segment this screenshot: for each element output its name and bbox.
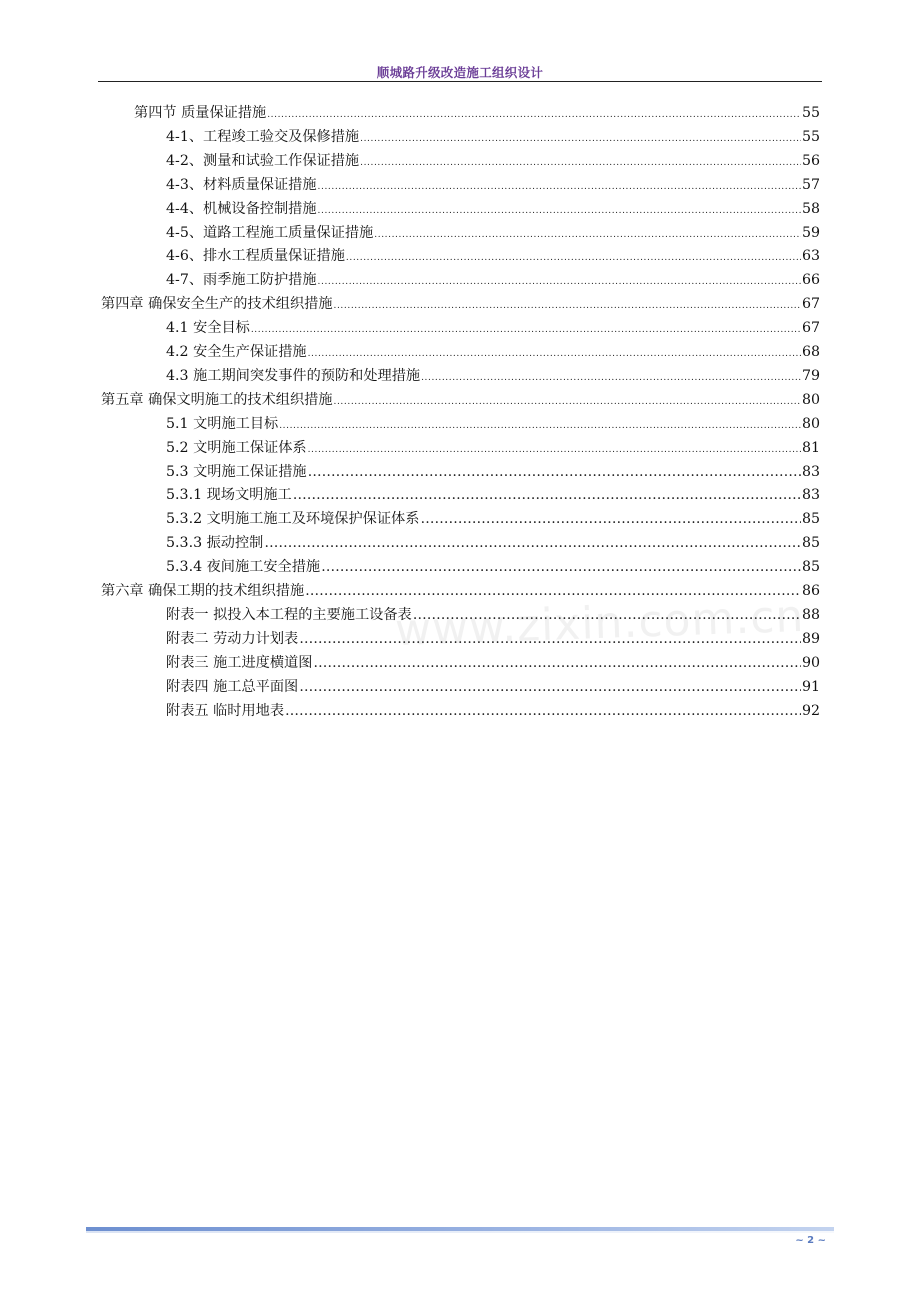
toc-entry-page: 89 [801, 631, 820, 647]
toc-entry-page: 56 [801, 153, 820, 169]
toc-leader-dots [318, 272, 801, 292]
toc-entry-title: 5.3 文明施工保证措施 [166, 464, 307, 480]
toc-entry-title: 附表三 施工进度横道图 [166, 655, 313, 671]
toc-entry[interactable] [101, 581, 820, 601]
toc-entry[interactable] [166, 605, 820, 625]
toc-entry-title: 4-7、雨季施工防护措施 [166, 272, 317, 288]
toc-entry-title: 5.2 文明施工保证体系 [166, 440, 307, 456]
toc-leader-dots [251, 320, 801, 340]
toc-entry[interactable] [166, 653, 820, 673]
toc-entry[interactable] [166, 438, 820, 458]
page-number: ~ 2 ~ [795, 1235, 826, 1246]
toc-entry-page: 80 [801, 416, 820, 432]
header-divider [98, 81, 822, 82]
toc-leader-dots [413, 605, 801, 627]
toc-entry-title: 5.3.3 振动控制 [166, 535, 264, 551]
toc-entry-page: 57 [801, 177, 820, 193]
toc-entry[interactable] [166, 509, 820, 529]
toc-entry[interactable] [166, 199, 820, 219]
toc-leader-dots [360, 153, 801, 173]
toc-leader-dots [421, 368, 801, 388]
toc-entry[interactable] [166, 485, 820, 505]
toc-leader-dots [279, 416, 801, 436]
toc-leader-dots [374, 225, 801, 245]
toc-leader-dots [285, 701, 801, 723]
toc-entry-page: 91 [801, 679, 820, 695]
toc-entry-page: 85 [801, 559, 820, 575]
toc-leader-dots [313, 653, 801, 675]
page-header-title: 顺城路升级改造施工组织设计 [376, 65, 544, 80]
toc-entry-title: 4-6、排水工程质量保证措施 [166, 248, 345, 264]
toc-entry-title: 第四章 确保安全生产的技术组织措施 [101, 296, 333, 312]
toc-entry-title: 4.3 施工期间突发事件的预防和处理措施 [166, 368, 421, 384]
toc-entry-title: 4-1、工程竣工验交及保修措施 [166, 129, 360, 145]
toc-leader-dots [334, 392, 801, 412]
toc-leader-dots [305, 581, 801, 603]
toc-entry[interactable] [134, 103, 820, 123]
toc-entry-title: 5.3.2 文明施工施工及环境保护保证体系 [166, 511, 420, 527]
toc-entry-page: 90 [801, 655, 820, 671]
toc-entry[interactable] [166, 677, 820, 697]
toc-leader-dots [308, 462, 801, 484]
toc-entry[interactable] [166, 127, 820, 147]
toc-leader-dots [346, 248, 801, 268]
toc-leader-dots [334, 296, 801, 316]
toc-entry-page: 88 [801, 607, 820, 623]
toc-entry[interactable] [166, 246, 820, 266]
toc-leader-dots [293, 485, 801, 507]
toc-entry-page: 66 [801, 272, 820, 288]
toc-entry-page: 85 [801, 535, 820, 551]
toc-entry[interactable] [166, 462, 820, 482]
toc-entry[interactable] [166, 175, 820, 195]
toc-entry-title: 附表二 劳动力计划表 [166, 631, 299, 647]
toc-entry[interactable] [166, 223, 820, 243]
toc-entry-title: 附表一 拟投入本工程的主要施工设备表 [166, 607, 412, 623]
toc-leader-dots [299, 629, 801, 651]
toc-leader-dots [318, 201, 801, 221]
footer-divider-shadow [86, 1231, 834, 1233]
toc-entry-page: 55 [801, 129, 820, 145]
toc-entry[interactable] [166, 318, 820, 338]
toc-entry[interactable] [166, 151, 820, 171]
toc-entry-page: 81 [801, 440, 820, 456]
toc-entry-page: 68 [801, 344, 820, 360]
toc-entry[interactable] [166, 557, 820, 577]
toc-entry-page: 83 [801, 487, 820, 503]
toc-entry[interactable] [101, 390, 820, 410]
toc-entry-page: 63 [801, 248, 820, 264]
toc-entry-title: 4-2、测量和试验工作保证措施 [166, 153, 360, 169]
toc-entry-page: 55 [801, 105, 820, 121]
toc-entry[interactable] [166, 533, 820, 553]
toc-entry-page: 80 [801, 392, 820, 408]
toc-entry-title: 5.3.4 夜间施工安全措施 [166, 559, 321, 575]
toc-leader-dots [299, 677, 801, 699]
toc-entry[interactable] [166, 629, 820, 649]
toc-leader-dots [308, 440, 801, 460]
toc-entry-title: 附表四 施工总平面图 [166, 679, 299, 695]
toc-entry-title: 5.3.1 现场文明施工 [166, 487, 292, 503]
toc-entry-page: 83 [801, 464, 820, 480]
toc-entry-title: 4.1 安全目标 [166, 320, 250, 336]
toc-entry-page: 58 [801, 201, 820, 217]
toc-leader-dots [264, 533, 801, 555]
toc-entry[interactable] [166, 701, 820, 721]
toc-entry[interactable] [101, 294, 820, 314]
toc-entry-title: 附表五 临时用地表 [166, 703, 285, 719]
watermark-text: www.zixin.com.cn [394, 590, 806, 657]
toc-entry-title: 4.2 安全生产保证措施 [166, 344, 307, 360]
toc-leader-dots [420, 509, 801, 531]
toc-leader-dots [318, 177, 801, 197]
toc-entry-title: 4-5、道路工程施工质量保证措施 [166, 225, 374, 241]
toc-leader-dots [321, 557, 801, 579]
toc-leader-dots [267, 105, 801, 125]
toc-entry-page: 79 [801, 368, 820, 384]
toc-entry[interactable] [166, 270, 820, 290]
toc-entry[interactable] [166, 342, 820, 362]
toc-entry-page: 85 [801, 511, 820, 527]
toc-entry[interactable] [166, 366, 820, 386]
toc-entry-title: 第六章 确保工期的技术组织措施 [101, 583, 305, 599]
toc-entry[interactable] [166, 414, 820, 434]
toc-leader-dots [360, 129, 801, 149]
toc-entry-title: 4-3、材料质量保证措施 [166, 177, 317, 193]
toc-entry-title: 第四节 质量保证措施 [134, 105, 267, 121]
toc-entry-title: 第五章 确保文明施工的技术组织措施 [101, 392, 333, 408]
toc-entry-title: 5.1 文明施工目标 [166, 416, 279, 432]
toc-entry-page: 67 [801, 320, 820, 336]
toc-entry-page: 86 [801, 583, 820, 599]
toc-entry-title: 4-4、机械设备控制措施 [166, 201, 317, 217]
toc-leader-dots [308, 344, 801, 364]
toc-entry-page: 92 [801, 703, 820, 719]
toc-entry-page: 59 [801, 225, 820, 241]
toc-entry-page: 67 [801, 296, 820, 312]
